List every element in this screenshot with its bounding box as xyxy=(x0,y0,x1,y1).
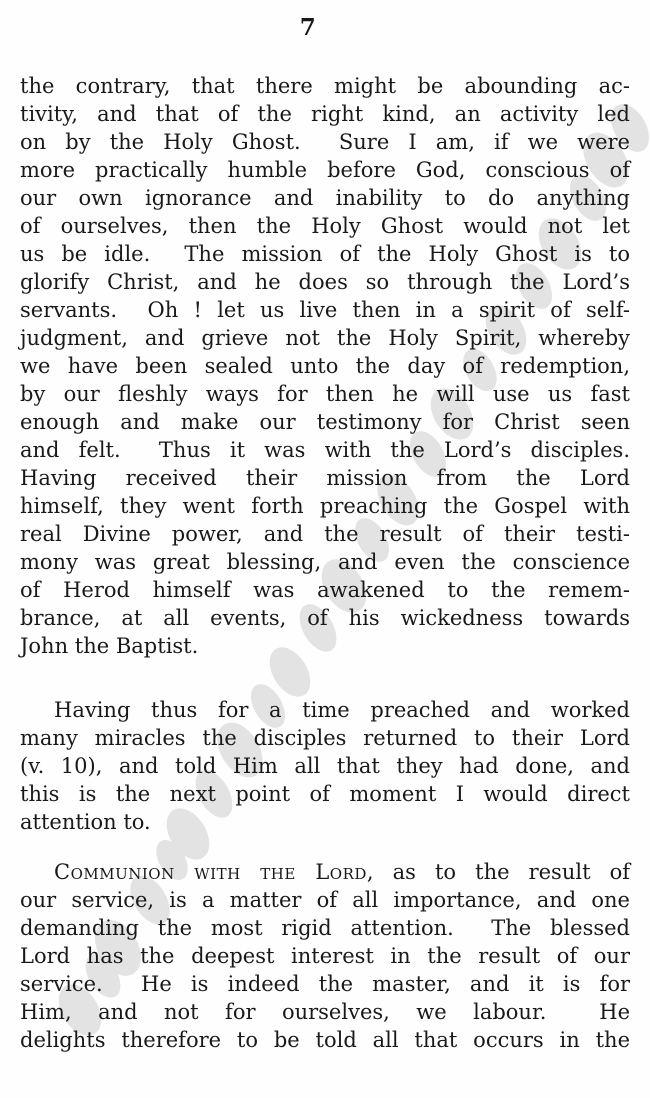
text-line: our own ignorance and inability to do anything xyxy=(20,186,630,210)
text-line: real Divine power, and the result of their testi- xyxy=(20,522,630,546)
text-line: demanding the most rigid attention. The blessed xyxy=(20,916,630,940)
paragraph-3 xyxy=(20,858,630,1054)
text-line: Him, and not for ourselves, we labour. He xyxy=(20,1000,630,1024)
text-line: Having received their mission from the Lord xyxy=(20,466,630,490)
text-line: us be idle. The mission of the Holy Ghost is to xyxy=(20,242,630,266)
text-line: John the Baptist. xyxy=(20,634,199,658)
page-body xyxy=(0,72,630,1054)
smallcaps-lead: Communion with the Lord xyxy=(54,860,367,884)
lead-rest: , as to the result of xyxy=(366,860,630,884)
text-line: servants. Oh ! let us live then in a spirit of self- xyxy=(20,298,630,322)
paragraph-3-first-line xyxy=(20,858,630,886)
paragraph-3-lines xyxy=(20,886,630,1054)
text-line: judgment, and grieve not the Holy Spirit, whereby xyxy=(20,326,630,350)
text-line: by our fleshly ways for then he will use us fast xyxy=(20,382,630,406)
text-line: brance, at all events, of his wickedness towards xyxy=(20,606,630,630)
paragraph-1 xyxy=(20,72,630,660)
text-line: mony was great blessing, and even the conscience xyxy=(20,550,630,574)
text-line: Lord has the deepest interest in the result of our xyxy=(20,944,630,968)
text-line: Having thus for a time preached and worked xyxy=(54,698,630,722)
text-line: tivity, and that of the right kind, an activity led xyxy=(20,102,630,126)
text-line: many miracles the disciples returned to their Lord xyxy=(20,726,630,750)
text-line: (v. 10), and told Him all that they had done, and xyxy=(20,754,630,778)
text-line: delights therefore to be told all that occurs in the xyxy=(20,1028,630,1052)
text-line: attention to. xyxy=(20,810,151,834)
text-line: of Herod himself was awakened to the remem- xyxy=(20,578,630,602)
page-number: 7 xyxy=(299,14,317,41)
text-line: on by the Holy Ghost. Sure I am, if we were xyxy=(20,130,630,154)
text-line: of ourselves, then the Holy Ghost would not let xyxy=(20,214,630,238)
text-line: enough and make our testimony for Christ seen xyxy=(20,410,630,434)
text-line: our service, is a matter of all importance, and one xyxy=(20,888,630,912)
text-line: this is the next point of moment I would direct xyxy=(20,782,630,806)
text-line: service. He is indeed the master, and it is for xyxy=(20,972,630,996)
text-line: we have been sealed unto the day of redemption, xyxy=(20,354,630,378)
text-line: himself, they went forth preaching the Gospel with xyxy=(20,494,630,518)
text-line: more practically humble before God, conscious of xyxy=(20,158,630,182)
text-line: and felt. Thus it was with the Lord’s disciples. xyxy=(20,438,630,462)
text-line: glorify Christ, and he does so through the Lord’s xyxy=(20,270,630,294)
text-line: the contrary, that there might be abounding ac- xyxy=(20,74,630,98)
paragraph-2 xyxy=(20,696,630,836)
